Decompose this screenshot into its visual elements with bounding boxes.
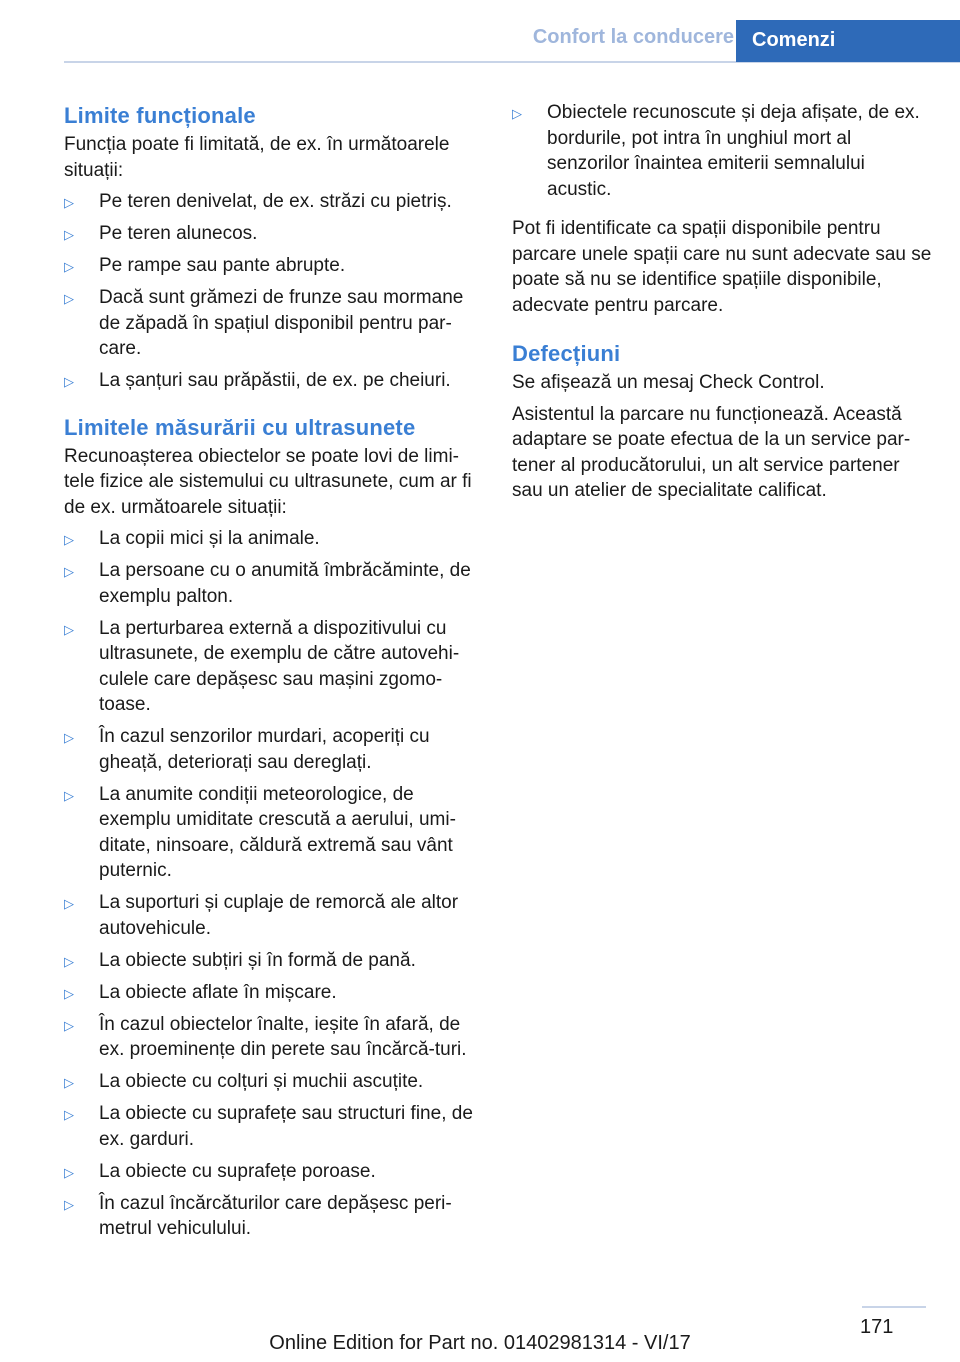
ultrasound-intro: Recunoașterea obiectelor se poate lovi de limi-tele fizice ale sistemului cu ultrasunete, cum ar fi de ex. următoarele situații: [64, 445, 472, 518]
list-item [64, 782, 478, 884]
header-chapter-tab: Comenzi [736, 20, 960, 62]
triangle-bullet-icon: ▷ [64, 621, 74, 637]
list-item [64, 1069, 478, 1095]
list-item [64, 189, 478, 215]
triangle-bullet-icon: ▷ [64, 1075, 74, 1090]
list-item [64, 253, 478, 279]
triangle-bullet-icon: ▷ [64, 953, 74, 969]
triangle-bullet-icon: ▷ [64, 532, 74, 547]
list-item [64, 616, 478, 718]
list-item [64, 221, 478, 247]
list-item [64, 948, 478, 974]
limits-list [64, 189, 478, 394]
list-item [64, 1101, 478, 1152]
list-item-text: Obiectele recunoscute și deja afișate, de ex. bordurile, pot intra în unghiul mort al senzorilor înaintea emiterii semnalului acustic. [547, 102, 920, 200]
list-item-text: La anumite condiții meteorologice, de exemplu umiditate crescută a aerului, umi-ditate, ninsoare, căldură extremă sau vânt puternic. [99, 783, 456, 881]
list-item-text: La obiecte aflate în mișcare. [99, 981, 337, 1003]
list-item [64, 1191, 478, 1242]
triangle-bullet-icon: ▷ [64, 374, 74, 389]
parking-space-paragraph: Pot fi identificate ca spații disponibile pentru parcare unele spații care nu sunt adecvate sau se poate să nu se identifice spațiile disponibile, adecvate pentru parcare. [512, 218, 932, 316]
list-item-text: La copii mici și la animale. [99, 528, 320, 549]
list-item-text: La persoane cu o anumită îmbrăcăminte, de exemplu palton. [99, 560, 471, 607]
list-item [64, 558, 478, 609]
list-item-text: La obiecte cu suprafețe sau structuri fine, de ex. garduri. [99, 1103, 473, 1150]
triangle-bullet-icon: ▷ [64, 985, 74, 1001]
limits-heading: Limite funcționale [64, 103, 256, 128]
list-item-text: Pe rampe sau pante abrupte. [99, 255, 346, 276]
list-item-text: Pe teren denivelat, de ex. străzi cu pietriș. [99, 191, 452, 212]
list-item [64, 1012, 478, 1063]
list-item [64, 980, 478, 1006]
list-item-text: În cazul senzorilor murdari, acoperiți cu gheață, deteriorați sau dereglați. [99, 726, 430, 773]
triangle-bullet-icon: ▷ [64, 1196, 74, 1212]
list-item [64, 368, 478, 394]
page-number: 171 [860, 1316, 894, 1338]
list-item [64, 285, 478, 362]
list-item [64, 1159, 478, 1185]
faults-heading: Defecțiuni [512, 341, 621, 366]
triangle-bullet-icon: ▷ [64, 259, 74, 274]
triangle-bullet-icon: ▷ [64, 291, 74, 306]
ultrasound-list [64, 526, 478, 1242]
faults-paragraph-2: Asistentul la parcare nu funcționează. Această adaptare se poate efectua de la un service par-tener al producătorului, un alt service partener sau un atelier de specialitate calificat. [512, 403, 911, 501]
list-item-text: La obiecte subțiri și în formă de pană. [99, 949, 416, 971]
ultrasound-heading: Limitele măsurării cu ultrasunete [64, 414, 416, 440]
triangle-bullet-icon: ▷ [64, 1164, 74, 1180]
limits-intro: Funcția poate fi limitată, de ex. în următoarele situații: [64, 134, 450, 181]
list-item-text: Dacă sunt grămezi de frunze sau mormane de zăpadă în spațiul disponibil pentru par-care. [99, 287, 464, 359]
triangle-bullet-icon: ▷ [64, 730, 74, 745]
footer-rule [862, 1306, 926, 1308]
triangle-bullet-icon: ▷ [64, 787, 74, 803]
triangle-bullet-icon: ▷ [64, 1107, 74, 1122]
left-column [64, 100, 478, 1256]
list-item-text: În cazul obiectelor înalte, ieșite în afară, de ex. proeminențe din perete sau încărcă-turi. [99, 1013, 467, 1060]
list-item [64, 526, 478, 552]
triangle-bullet-icon: ▷ [64, 1017, 74, 1033]
list-item-text: La obiecte cu colțuri și muchii ascuțite. [99, 1071, 424, 1092]
list-item-text: La suporturi și cuplaje de remorcă ale altor autovehicule. [99, 892, 459, 939]
faults-paragraph-1: Se afișează un mesaj Check Control. [512, 372, 825, 393]
list-item-text: La perturbarea externă a dispozitivului cu ultrasunete, de exemplu de către autovehi-culele care depășesc sau mașini zgomo-toase. [99, 617, 460, 715]
right-column [512, 100, 932, 510]
edition-note: Online Edition for Part no. 01402981314 - VI/17 [269, 1332, 691, 1354]
list-item-text: În cazul încărcăturilor care depășesc peri-metrul vehiculului. [99, 1192, 452, 1239]
triangle-bullet-icon: ▷ [64, 227, 74, 242]
header-section-title: Confort la conducere [532, 26, 734, 48]
triangle-bullet-icon: ▷ [64, 564, 74, 579]
continued-list [512, 100, 932, 202]
triangle-bullet-icon: ▷ [512, 106, 522, 121]
list-item [512, 100, 932, 202]
list-item-text: La șanțuri sau prăpăstii, de ex. pe cheiuri. [99, 370, 451, 391]
triangle-bullet-icon: ▷ [64, 195, 74, 210]
triangle-bullet-icon: ▷ [64, 896, 74, 911]
list-item-text: Pe teren alunecos. [99, 223, 258, 244]
list-item [64, 724, 478, 775]
list-item-text: La obiecte cu suprafețe poroase. [99, 1160, 376, 1182]
list-item [64, 890, 478, 941]
